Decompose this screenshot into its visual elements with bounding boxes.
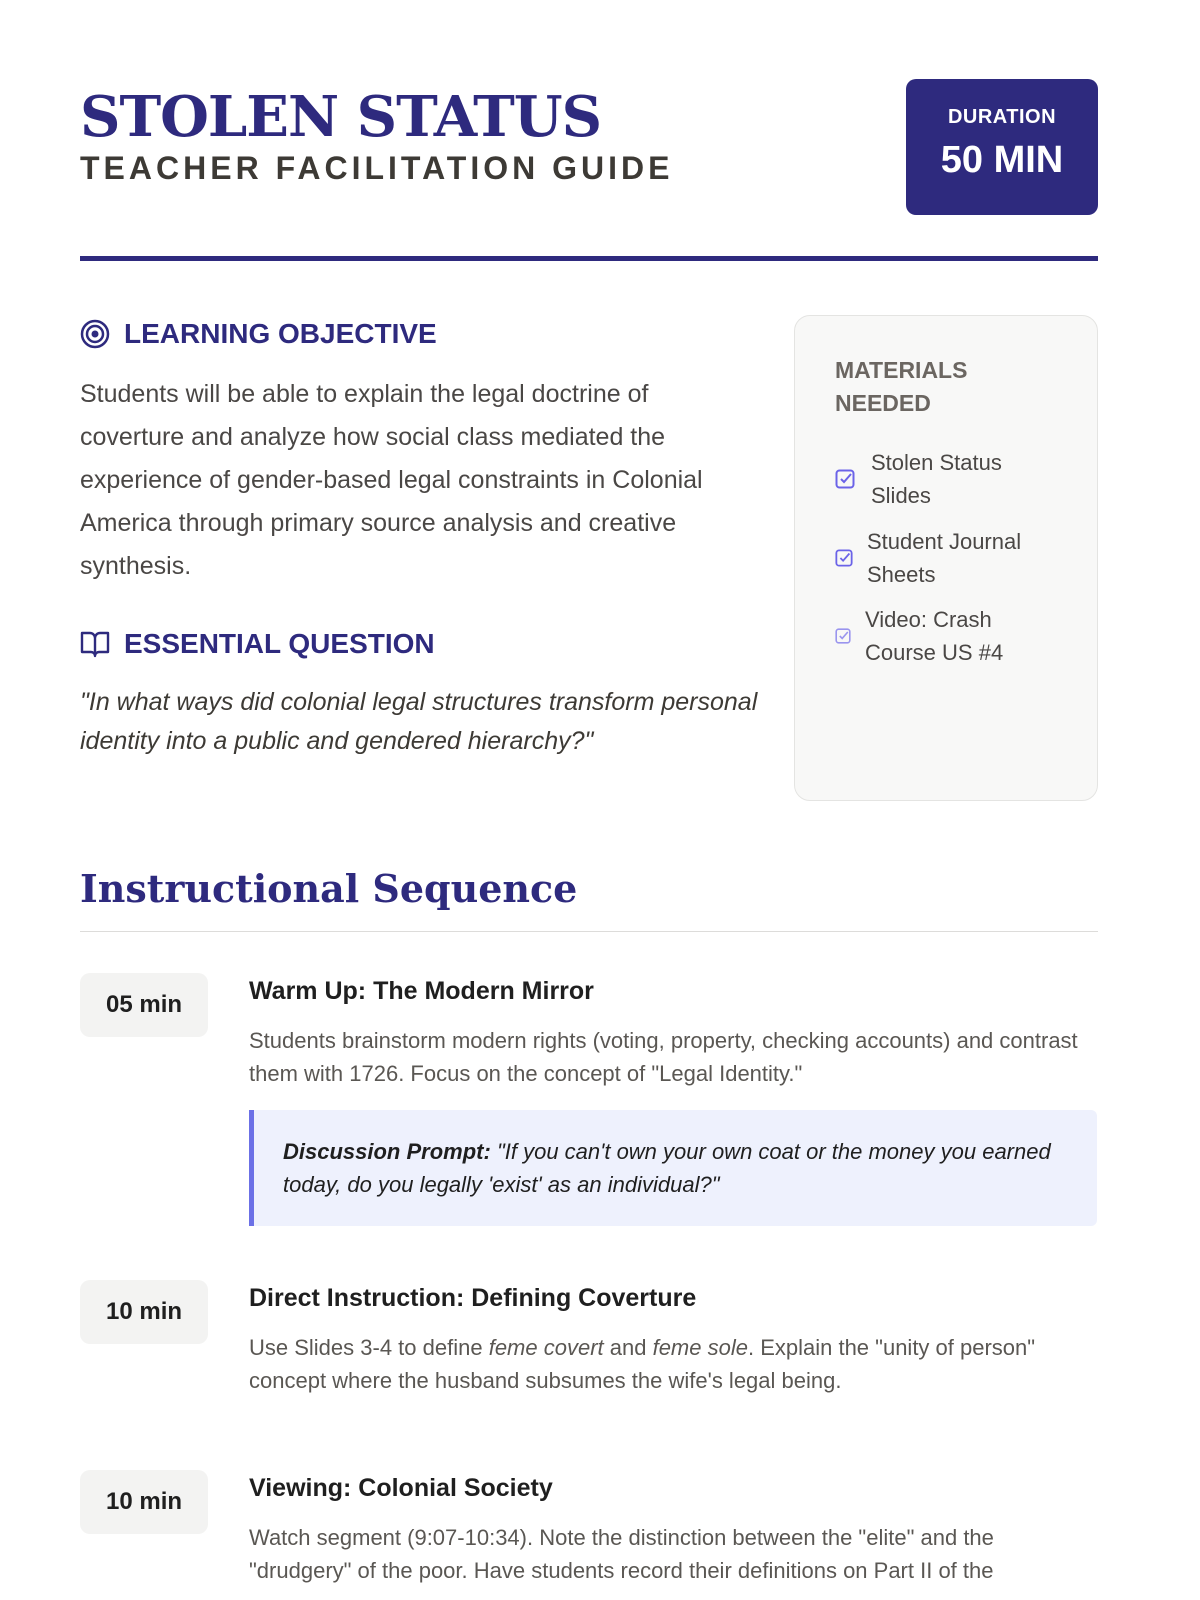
step-title: Warm Up: The Modern Mirror (249, 977, 594, 1005)
essential-question-label: ESSENTIAL QUESTION (124, 628, 435, 659)
sequence-divider (80, 931, 1098, 932)
step-description: Watch segment (9:07-10:34). Note the distinction between the "elite" and the "drudgery" of the poor. Have students record their definitions on Part II of the (249, 1525, 994, 1583)
materials-item-label: Student Journal Sheets (867, 529, 1022, 587)
materials-item (835, 603, 1035, 669)
learning-objective-label: LEARNING OBJECTIVE (124, 318, 437, 349)
book-icon (80, 630, 110, 658)
sequence-heading: Instructional Sequence (80, 866, 578, 911)
step-title: Direct Instruction: Defining Coverture (249, 1284, 697, 1312)
materials-heading: MATERIALS NEEDED (835, 357, 968, 416)
essential-question-heading (80, 628, 435, 660)
step-title: Viewing: Colonial Society (249, 1474, 553, 1502)
materials-card (794, 315, 1098, 801)
learning-objective-heading (80, 318, 437, 350)
term-feme-covert: feme covert (488, 1335, 604, 1360)
prompt-label: Discussion Prompt: (283, 1139, 491, 1164)
desc-text: . Explain the "unity of person" concept where the husband subsumes the wife's legal being. (249, 1335, 1036, 1393)
checkbox-icon (835, 549, 853, 567)
target-icon (80, 319, 110, 349)
header-divider (80, 256, 1098, 261)
desc-text: Use Slides 3-4 to define (249, 1335, 489, 1360)
learning-objective-text: Students will be able to explain the legal doctrine of coverture and analyze how social class mediated the experience of gender-based legal constraints in Colonial America through primary source analysis and creative synthesis. (80, 380, 703, 580)
duration-badge (906, 79, 1098, 215)
materials-item (835, 446, 1035, 512)
materials-item-label: Video: Crash Course US #4 (865, 607, 1004, 665)
step-description (249, 1331, 1099, 1397)
page-subtitle: TEACHER FACILITATION GUIDE (80, 150, 674, 186)
materials-item (835, 525, 1050, 591)
step-time-badge: 10 min (80, 1470, 208, 1534)
desc-text: and (603, 1335, 653, 1360)
step-description: Students brainstorm modern rights (voting, property, checking accounts) and contrast them with 1726. Focus on the concept of "Legal Identity." (249, 1028, 1078, 1086)
checkbox-icon (835, 469, 855, 489)
prompt-text: "If you can't own your own coat or the money you earned today, do you legally 'exist' as an individual?" (283, 1139, 1051, 1197)
discussion-prompt-callout (249, 1110, 1097, 1226)
step-time-badge: 10 min (80, 1280, 208, 1344)
materials-item-label: Stolen Status Slides (871, 450, 1002, 508)
step-time-badge: 05 min (80, 973, 208, 1037)
essential-question-text: "In what ways did colonial legal structures transform personal identity into a public and gendered hierarchy?" (80, 688, 758, 755)
term-feme-sole: feme sole (652, 1335, 748, 1360)
duration-label: DURATION (947, 106, 1057, 128)
duration-value: 50 MIN (940, 139, 1064, 181)
checkbox-icon (835, 628, 851, 644)
page-title: STOLEN STATUS (80, 84, 602, 150)
